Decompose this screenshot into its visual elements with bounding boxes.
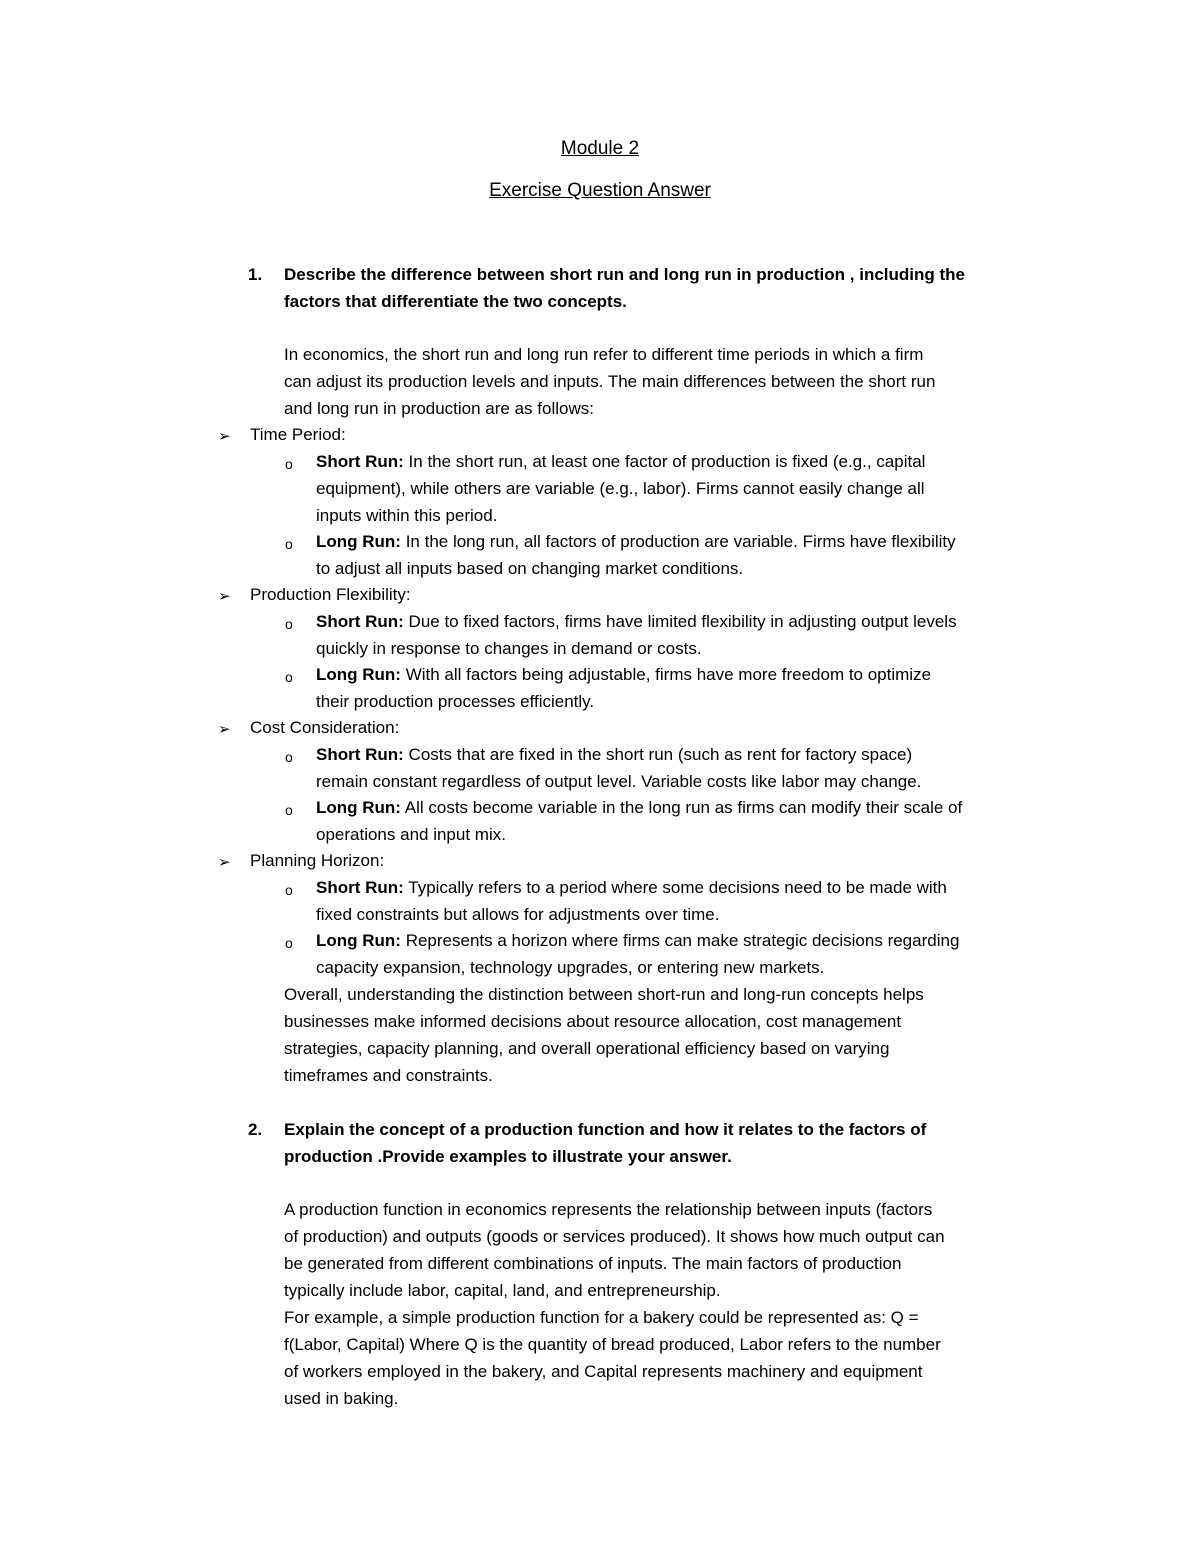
circle-bullet-icon: o [285, 882, 293, 898]
circle-bullet-icon: o [285, 935, 293, 951]
arrow-bullet-icon: ➢ [218, 721, 231, 738]
q2-example-line-4: used in baking. [284, 1389, 399, 1408]
circle-bullet-icon: o [285, 802, 293, 818]
circle-bullet-icon: o [285, 456, 293, 472]
arrow-bullet-icon: ➢ [218, 588, 231, 605]
q1-intro-line-1: In economics, the short run and long run refer to different time periods in which a firm [284, 345, 924, 364]
cost-short-run-line-2: remain constant regardless of output level. Variable costs like labor may change. [316, 772, 922, 791]
time-period-long-run-line-2: to adjust all inputs based on changing market conditions. [316, 559, 744, 578]
overall-line-2: businesses make informed decisions about resource allocation, cost management [284, 1012, 902, 1031]
time-period-short-run-line-2: equipment), while others are variable (e.g., labor). Firms cannot easily change all [316, 479, 925, 498]
overall-line-4: timeframes and constraints. [284, 1066, 493, 1085]
circle-bullet-icon: o [285, 749, 293, 765]
question-1-text-line-1: Describe the difference between short run and long run in production , including the [284, 265, 965, 284]
time-period-long-run-line-1: Long Run: In the long run, all factors of production are variable. Firms have flexibility [316, 532, 956, 551]
module-title: Module 2 [560, 138, 640, 159]
planning-long-run-line-1: Long Run: Represents a horizon where firms can make strategic decisions regarding [316, 931, 960, 950]
planning-short-run-line-2: fixed constraints but allows for adjustments over time. [316, 905, 720, 924]
question-2-text-line-1: Explain the concept of a production function and how it relates to the factors of [284, 1120, 927, 1139]
q2-answer-line-3: be generated from different combinations of inputs. The main factors of production [284, 1254, 902, 1273]
section-heading-production-flexibility: Production Flexibility: [250, 585, 411, 604]
section-heading-planning-horizon: Planning Horizon: [250, 851, 385, 870]
question-2-number: 2. [248, 1120, 263, 1139]
flexibility-long-run-line-1: Long Run: With all factors being adjustable, firms have more freedom to optimize [316, 665, 932, 684]
q1-intro-line-3: and long run in production are as follows: [284, 399, 594, 418]
q1-intro-line-2: can adjust its production levels and inputs. The main differences between the short run [284, 372, 936, 391]
arrow-bullet-icon: ➢ [218, 854, 231, 871]
planning-long-run-line-2: capacity expansion, technology upgrades, or entering new markets. [316, 958, 825, 977]
q2-example-line-3: of workers employed in the bakery, and Capital represents machinery and equipment [284, 1362, 923, 1381]
exercise-subtitle: Exercise Question Answer [489, 180, 711, 201]
time-period-short-run-line-3: inputs within this period. [316, 506, 498, 525]
overall-line-1: Overall, understanding the distinction between short-run and long-run concepts helps [284, 985, 924, 1004]
q2-answer-line-4: typically include labor, capital, land, and entrepreneurship. [284, 1281, 721, 1300]
circle-bullet-icon: o [285, 536, 293, 552]
flexibility-short-run-line-2: quickly in response to changes in demand or costs. [316, 639, 702, 658]
question-1-number: 1. [248, 265, 263, 284]
q2-example-line-1: For example, a simple production function for a bakery could be represented as: Q = [284, 1308, 919, 1327]
cost-long-run-line-2: operations and input mix. [316, 825, 506, 844]
circle-bullet-icon: o [285, 669, 293, 685]
flexibility-short-run-line-1: Short Run: Due to fixed factors, firms have limited flexibility in adjusting output levels [316, 612, 957, 631]
q2-example-line-2: f(Labor, Capital) Where Q is the quantity of bread produced, Labor refers to the number [284, 1335, 941, 1354]
circle-bullet-icon: o [285, 616, 293, 632]
arrow-bullet-icon: ➢ [218, 428, 231, 445]
section-heading-cost-consideration: Cost Consideration: [250, 718, 400, 737]
cost-short-run-line-1: Short Run: Costs that are fixed in the short run (such as rent for factory space) [316, 745, 913, 764]
q2-answer-line-2: of production) and outputs (goods or services produced). It shows how much output can [284, 1227, 945, 1246]
planning-short-run-line-1: Short Run: Typically refers to a period where some decisions need to be made with [316, 878, 947, 897]
question-2-text-line-2: production .Provide examples to illustrate your answer. [284, 1147, 732, 1166]
cost-long-run-line-1: Long Run: All costs become variable in the long run as firms can modify their scale of [316, 798, 963, 817]
time-period-short-run-line-1: Short Run: In the short run, at least one factor of production is fixed (e.g., capital [316, 452, 926, 471]
flexibility-long-run-line-2: their production processes efficiently. [316, 692, 595, 711]
question-1-text-line-2: factors that differentiate the two concepts. [284, 292, 627, 311]
section-heading-time-period: Time Period: [250, 425, 346, 444]
q2-answer-line-1: A production function in economics represents the relationship between inputs (factors [284, 1200, 933, 1219]
overall-line-3: strategies, capacity planning, and overall operational efficiency based on varying [284, 1039, 890, 1058]
